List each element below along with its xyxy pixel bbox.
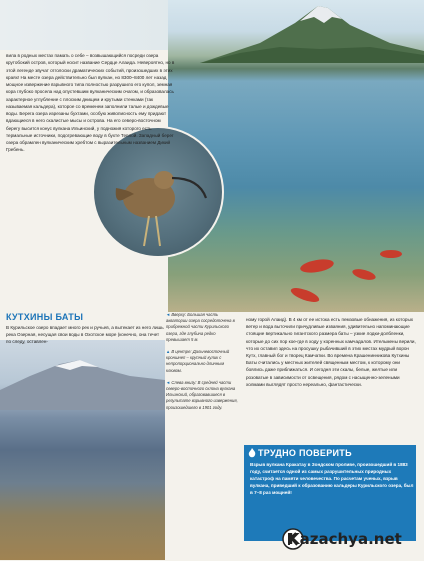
- watermark-text: Kazachya.net: [288, 530, 402, 548]
- caption-top: [166, 312, 240, 343]
- fact-box-text: Взрыв вулкана Кракатау в Зондском проливе, произошедший в 1883 году, считается одной из самых разрушительных природных катастроф на памяти человечества. По расчетам ученых, взрыв вулкана, приведший к образованию кальдеры Курильского озера, был в 7–8 раз мощней!: [250, 462, 414, 495]
- caption-center: [166, 349, 240, 374]
- paragraph-text: вила в родных местах памать о себе – возвышающийся посреди озера крутобокий остров, который носит название Сердце Алаида. Невероятно, но в этой легенде звучат отголоски драматических событий, произошедших в этих краях! На месте озера действительно был вулкан, но 8300–8400 лет назад мощное извержение взрывного типа полностью разрушило его купол, земная кора глубоко просела над опустевшим вулканическим очагом, и образовалась характерное углубление с плоским днищем и крутыми стенками (так называемая кальдера), которое со временем заполнили талые и дождевые воды. Берега озера изрезаны бухтами, особую живописность ему придают вдающиеся в него скалистые мысы и острова. На его северо-восточном берегу высится конус вулкана Ильинский, у подножия которого есть термальные источники, подогревающие воду в бухте Теплой. Западный берег озера обрамлен вулканическим хребтом с выразительным названием Дикий Гребень.: [6, 53, 175, 153]
- article-paragraph-2: В Курильское озеро впадает много рек и ручьев, а вытекает из него лишь река Озерная, несущая свои воды в Охотское море (конечно, она течет по следу, оставлен-: [6, 325, 164, 344]
- caption-bottom-left: [166, 380, 240, 411]
- flame-icon: [248, 448, 256, 458]
- caption-text: В центре: Дальневосточный кроншнеп – крупный кулик с непропорционально длинным клювом.: [166, 349, 230, 373]
- arrow-left-icon: ◄: [166, 379, 171, 385]
- article-paragraph-3: ному горой Алаид). В 4 км от ее истока есть пемзовые обнажения, из которых ветер и вода выточили причудливые изваяния, удивительно напоминающие стоящие вертикально гигантского размера баты – узкие лодки-долбленки, которые до сих пор кое-где в ходу у коренных камчадалов. Ительмены верили, что их оставил здесь на просушку рыбачивший в этих местах мудрый ворон Кутх, главный бог и творец Камчатки. Во времена Крашенинникова Кутхины Баты считались у местных жителей священным местом, к которому они боялись даже приближаться. И сегодня эти скалы, белые, желтые или розоватые в зависимости от освещения, рядом с насыщенно-зелеными холмами выглядят просто нереально, фантастически.: [246, 317, 416, 387]
- article-paragraph-1: [6, 52, 176, 154]
- salmon-image: [380, 250, 402, 258]
- arrow-left-icon: ◄: [166, 312, 171, 317]
- fact-box-title: ТРУДНО ПОВЕРИТЬ: [258, 448, 352, 458]
- volcano-image: [200, 3, 424, 63]
- caption-text: Вверху: Большая часть акватории озера сосредоточена в прибрежной части Курильского озера, где глубина редко превышает 5 м.: [166, 312, 235, 342]
- arrow-up-icon: ▲: [166, 349, 171, 355]
- photo-captions: [166, 312, 240, 417]
- caption-text: Слева внизу: В средней части северо-восточного склона вулкана Ильинский, образовавшиеся в результате взрывного извержения, произошедшего в 1901 году.: [166, 379, 238, 410]
- mountain-image: [0, 350, 165, 410]
- section-title: КУТХИНЫ БАТЫ: [6, 312, 84, 322]
